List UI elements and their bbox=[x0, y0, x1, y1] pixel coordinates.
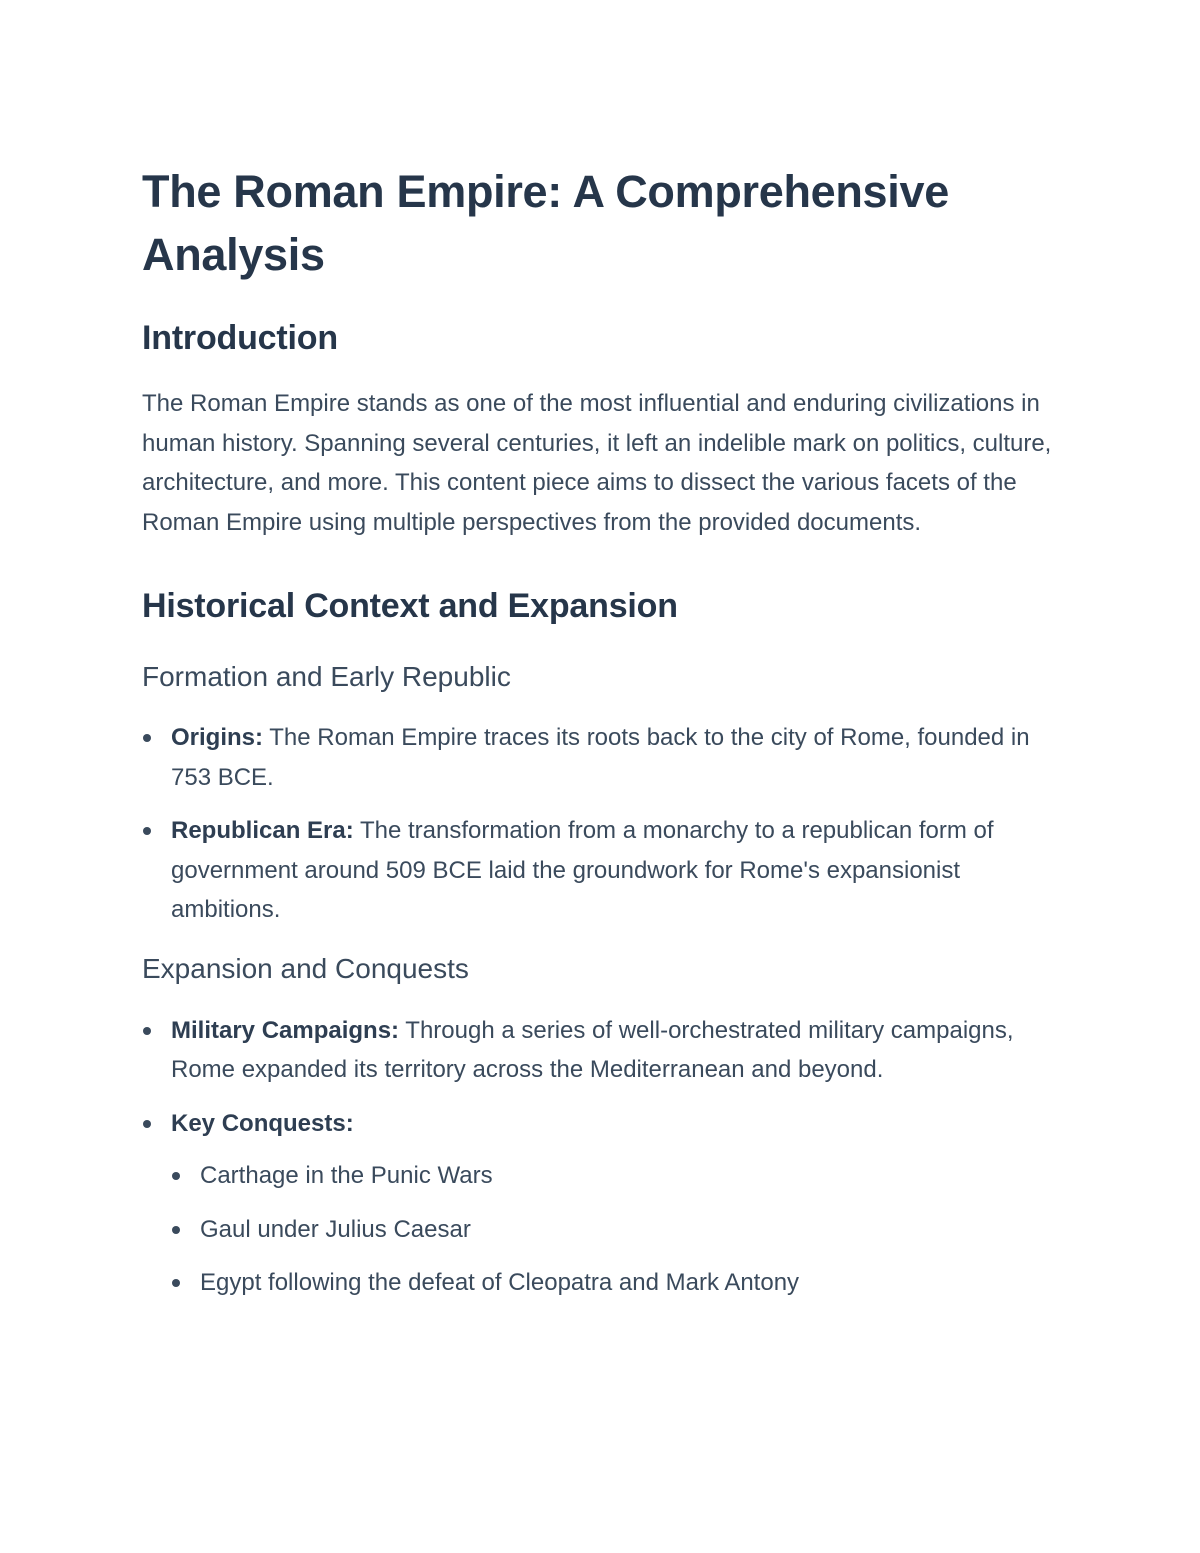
sub-list-item-text: Gaul under Julius Caesar bbox=[200, 1215, 471, 1243]
page-title: The Roman Empire: A Comprehensive Analysis bbox=[142, 166, 949, 280]
sub-list-item-text: Carthage in the Punic Wars bbox=[200, 1162, 493, 1189]
list-item bbox=[142, 811, 1072, 930]
introduction-paragraph: The Roman Empire stands as one of the most influential and enduring civilizations in human history. Spanning several centuries, it left an indelible mark on politics, culture, architecture, and more. This content piece aims to dissect the various facets of the Roman Empire using multiple perspectives from the provided documents. bbox=[142, 390, 1052, 536]
bullet-icon bbox=[172, 1172, 180, 1180]
key-conquests-list bbox=[171, 1156, 1072, 1303]
formation-heading: Formation and Early Republic bbox=[142, 661, 511, 692]
bullet-icon bbox=[143, 827, 151, 835]
list-item-text: The transformation from a monarchy to a republican form of government around 509 BCE laid the groundwork for Rome's expansionist ambitions. bbox=[171, 817, 994, 923]
formation-list bbox=[142, 718, 1072, 930]
list-item bbox=[142, 1011, 1072, 1090]
list-item bbox=[142, 718, 1072, 797]
bullet-icon bbox=[143, 1120, 151, 1128]
sub-list-item bbox=[171, 1210, 1072, 1250]
bullet-icon bbox=[143, 1027, 151, 1035]
bullet-icon bbox=[143, 734, 151, 742]
list-item-label: Republican Era: bbox=[171, 817, 354, 844]
bullet-icon bbox=[172, 1226, 180, 1234]
list-item-text: Through a series of well-orchestrated military campaigns, Rome expanded its territory across the Mediterranean and beyond. bbox=[171, 1016, 1014, 1083]
bullet-icon bbox=[172, 1279, 180, 1287]
list-item-label: Origins: bbox=[171, 724, 264, 751]
list-item-label: Key Conquests: bbox=[171, 1109, 354, 1137]
list-item-label: Military Campaigns: bbox=[171, 1016, 400, 1044]
sub-list-item bbox=[171, 1263, 1072, 1303]
sub-list-item-text: Egypt following the defeat of Cleopatra and Mark Antony bbox=[200, 1269, 800, 1296]
list-item bbox=[142, 1104, 1072, 1303]
document-page bbox=[142, 160, 1072, 1303]
introduction-heading: Introduction bbox=[142, 319, 338, 357]
expansion-list bbox=[142, 1011, 1072, 1303]
expansion-heading: Expansion and Conquests bbox=[142, 952, 469, 984]
historical-context-heading: Historical Context and Expansion bbox=[142, 587, 678, 625]
list-item-text: The Roman Empire traces its roots back to the city of Rome, founded in 753 BCE. bbox=[171, 724, 1030, 791]
sub-list-item bbox=[171, 1156, 1072, 1196]
